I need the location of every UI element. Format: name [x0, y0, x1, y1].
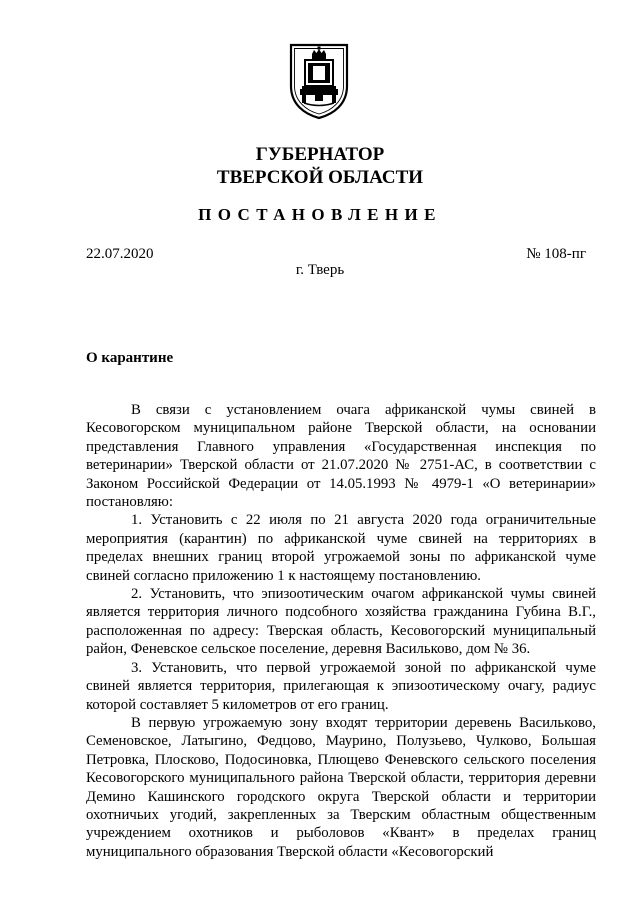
document-number: № 108-пг [526, 246, 586, 262]
authority-line-2: ТВЕРСКОЙ ОБЛАСТИ [216, 167, 424, 188]
document-date: 22.07.2020 [86, 246, 154, 262]
body-paragraph: 2. Установить, что эпизоотическим очагом африканской чумы свиней является территория личного подсобного хозяйства гражданина Губина В.Г., расположенная по адресу: Тверская область, Кесовогорский муниципальный район, Феневское сельское поселение, деревня Васильково, дом № 36. [86, 586, 596, 658]
body-paragraph: В первую угрожаемую зону входят территории деревень Васильково, Семеновское, Латыгино, Федцово, Маурино, Полузьево, Чулково, Большая Петровка, Плосково, Подосиновка, Плющево Феневского сельского поселения Кесовогорского муниципального района Тверской области, территория деревни Демино Кашинского городского округа Тверской области и территории охотничьих угодий, закрепленных за Тверским областным общественным учреждением охотников и рыболовов «Квант» в пределах границ муниципального образования Тверской области «Кесовогорский [86, 714, 596, 860]
document-place: г. Тверь [295, 262, 345, 278]
body-paragraph: 3. Установить, что первой угрожаемой зоной по африканской чуме свиней является территория, прилегающая к эпизоотическому очагу, радиус которой составляет 5 километров от его границ. [86, 659, 596, 713]
issuing-authority [0, 143, 640, 189]
body-paragraph: 1. Установить с 22 июля по 21 августа 2020 года ограничительные мероприятия (карантин) по африканской чуме свиней на территориях в пределах внешних границ второй угрожаемой зоны по африканской чуме свиней согласно приложению 1 к настоящему постановлению. [86, 512, 596, 584]
body-paragraph: В связи с установлением очага африканской чумы свиней в Кесовогорском муниципальном районе Тверской области, на основании представления Главного управления «Государственная инспекция по ветеринарии» Тверской области от 21.07.2020 № 2751-АС, в соответствии с Законом Российской Федерации от 14.05.1993 № 4979-1 «О ветеринарии» постановляю: [86, 402, 596, 511]
document-body [86, 401, 596, 861]
document-type: ПОСТАНОВЛЕНИЕ [198, 205, 442, 224]
authority-line-1: ГУБЕРНАТОР [255, 144, 385, 165]
document-subject: О карантине [86, 350, 174, 366]
tver-coat-of-arms-icon [288, 42, 350, 120]
